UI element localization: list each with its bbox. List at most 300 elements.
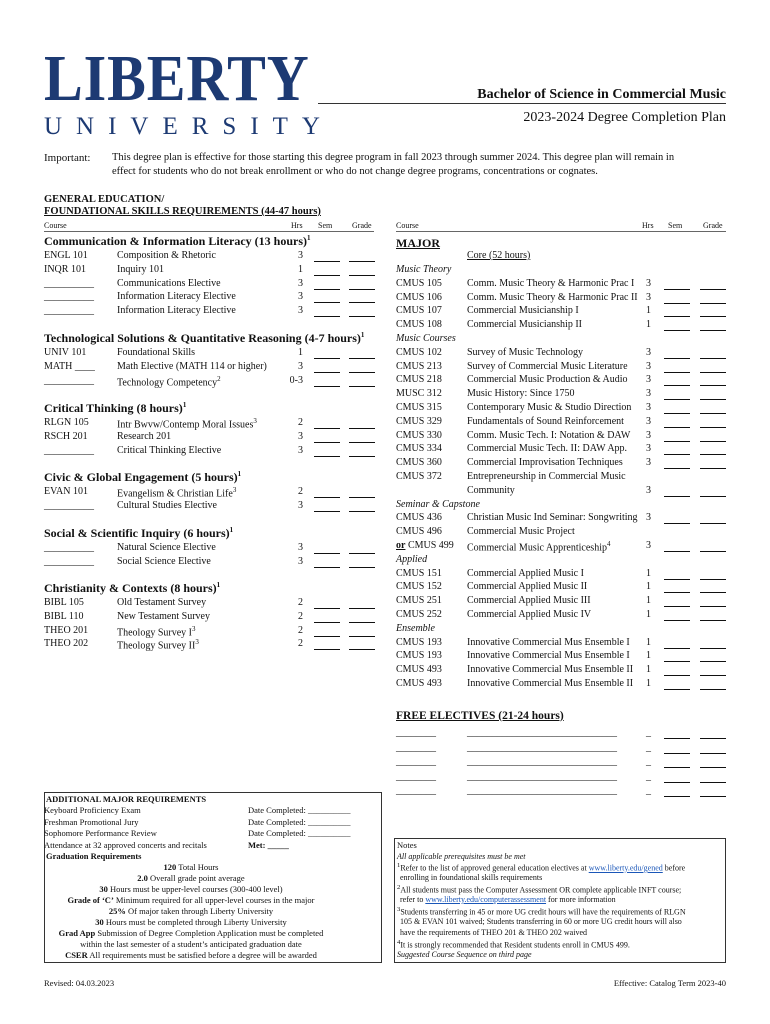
additional-requirement-label: Sophomore Performance Review xyxy=(44,828,157,838)
gen-ed-course-hrs: 3 xyxy=(298,277,303,289)
major-course-name: Contemporary Music & Studio Direction xyxy=(467,402,632,413)
grade-blank[interactable] xyxy=(700,675,726,676)
sem-blank[interactable] xyxy=(314,622,340,623)
gen-ed-course-name: Old Testament Survey xyxy=(117,597,207,608)
major-course-hrs: 1 xyxy=(646,581,651,593)
major-course-hrs: 3 xyxy=(646,360,651,372)
effective-term: Effective: Catalog Term 2023-40 xyxy=(613,978,726,988)
sem-blank[interactable] xyxy=(664,399,690,400)
major-col-course: Course xyxy=(396,221,419,230)
gen-ed-course-hrs: 2 xyxy=(298,624,303,636)
grade-blank[interactable] xyxy=(700,289,726,290)
gen-ed-course-name: Theology Survey $II^3$ xyxy=(117,638,199,652)
note-1-line-1: $^1$Refer to the list of approved general education electives at www.liberty.edu/gened before xyxy=(397,862,686,873)
gen-ed-course-name: Social Science Elective xyxy=(117,555,211,567)
major-course-code: CMUS 252 xyxy=(396,609,442,620)
additional-requirement-label: Freshman Promotional Jury xyxy=(44,816,139,827)
gen-ed-course-code: __________ xyxy=(44,277,94,289)
gen-ed-course-hrs: 2 xyxy=(298,638,303,650)
major-course-hrs: 1 xyxy=(646,678,651,689)
note-1-line-2: enrolling in foundational skills requirements xyxy=(400,873,543,882)
major-course-hrs: 3 xyxy=(646,291,651,303)
gen-ed-course-hrs: 3 xyxy=(298,444,303,456)
note-3-line-2: 105 & EVAN 101 waived; Students transferring in 60 or more UG credit hours will also xyxy=(400,917,682,926)
important-line-2: effect for students who do not break enrollment or who do not change degree programs, concentrations or cognates. xyxy=(112,166,598,177)
grade-blank[interactable] xyxy=(349,302,375,303)
gen-ed-course-code: __________ xyxy=(44,499,94,511)
grade-blank[interactable] xyxy=(700,399,726,400)
sem-blank[interactable] xyxy=(664,620,690,621)
grade-blank[interactable] xyxy=(349,649,375,650)
elective-hrs-blank: _ xyxy=(646,756,651,767)
major-course-name: Commercial Musicianship I xyxy=(467,305,579,317)
major-course-hrs: 1 xyxy=(646,595,651,607)
sem-blank[interactable] xyxy=(664,767,690,768)
major-course-hrs: 3 xyxy=(646,484,651,496)
elective-hrs-blank: _ xyxy=(646,741,651,753)
major-course-name: Entrepreneurship in Commercial Music xyxy=(467,471,626,482)
grade-blank[interactable] xyxy=(700,523,726,524)
sem-blank[interactable] xyxy=(314,553,340,554)
university-logo-wordmark: UNIVERSITY xyxy=(44,113,334,140)
grade-blank[interactable] xyxy=(349,622,375,623)
major-course-code: CMUS 193 xyxy=(396,650,442,662)
sem-blank[interactable] xyxy=(664,648,690,649)
sem-blank[interactable] xyxy=(664,454,690,455)
additional-requirement-label: Attendance at 32 approved concerts and recitals xyxy=(44,839,207,850)
major-group-label: Seminar & Capstone xyxy=(396,498,480,510)
elective-hrs-blank: _ xyxy=(646,727,651,738)
gen-ed-course-hrs: 2 xyxy=(298,597,303,608)
sem-blank[interactable] xyxy=(664,427,690,428)
major-group-label: Music Courses xyxy=(396,333,456,344)
major-group-label: Ensemble xyxy=(396,622,435,634)
sem-blank[interactable] xyxy=(314,289,340,290)
major-course-code: CMUS 152 xyxy=(396,581,442,593)
revised-date: Revised: 04.03.2023 xyxy=(44,978,115,988)
major-course-hrs: 1 xyxy=(646,609,651,620)
major-course-name: Survey of Commercial Music Literature xyxy=(467,360,628,372)
free-electives-title: FREE ELECTIVES (21-24 hours) xyxy=(396,710,564,722)
elective-course-blank: ________ xyxy=(396,727,436,738)
gen-ed-section-title: Social & Scientific Inquiry (6 hours)$^1$ xyxy=(44,526,234,540)
elective-course-blank: ________ xyxy=(396,741,436,753)
graduation-title: Graduation Requirements xyxy=(46,851,142,861)
major-course-hrs: 3 xyxy=(646,429,651,441)
gened-link[interactable]: www.liberty.edu/gened xyxy=(588,863,663,873)
gen-ed-course-code: __________ xyxy=(44,305,94,317)
grade-blank[interactable] xyxy=(700,753,726,754)
gen-ed-course-name: Critical Thinking Elective xyxy=(117,444,222,456)
gen-ed-section-title: Christianity & Contexts (8 hours)$^1$ xyxy=(44,581,221,595)
grade-blank[interactable] xyxy=(700,385,726,386)
gen-ed-section-title: Civic & Global Engagement (5 hours)$^1$ xyxy=(44,470,242,484)
page-subtitle: 2023-2024 Degree Completion Plan xyxy=(523,110,726,125)
major-course-hrs: 3 xyxy=(646,388,651,400)
gen-ed-course-name: Research 201 xyxy=(117,430,172,442)
grade-blank[interactable] xyxy=(700,661,726,662)
gen-ed-course-name: Math Elective (MATH 114 or higher) xyxy=(117,360,267,372)
gen-ed-course-name: New Testament Survey xyxy=(117,610,210,622)
sem-blank[interactable] xyxy=(314,649,340,650)
graduation-requirement: 2.0 Overall grade point average xyxy=(137,873,245,883)
grade-blank[interactable] xyxy=(700,454,726,455)
major-course-name: Innovative Commercial Mus Ensemble I xyxy=(467,636,630,648)
gen-ed-course-hrs: 3 xyxy=(298,250,303,261)
sem-blank[interactable] xyxy=(314,428,340,429)
gen-ed-course-code: ENGL 101 xyxy=(44,250,88,261)
gen-ed-course-hrs: 3 xyxy=(298,305,303,317)
gen-ed-section-title: Communication & Information Literacy (13 hours)$^1$ xyxy=(44,234,311,248)
major-course-code: CMUS 218 xyxy=(396,374,442,386)
major-course-code: CMUS 330 xyxy=(396,429,442,441)
gen-ed-course-name: Composition & Rhetoric xyxy=(117,250,216,261)
major-course-code: CMUS 360 xyxy=(396,457,442,469)
major-course-code: CMUS 151 xyxy=(396,567,442,579)
grade-blank[interactable] xyxy=(700,316,726,317)
grade-blank[interactable] xyxy=(349,261,375,262)
major-course-name: Commercial Applied Music IV xyxy=(467,609,592,620)
sem-blank[interactable] xyxy=(664,441,690,442)
gen-ed-course-code: __________ xyxy=(44,542,94,553)
major-col-grade: Grade xyxy=(703,221,723,230)
major-course-code: MUSC 312 xyxy=(396,388,442,400)
grade-blank[interactable] xyxy=(349,358,375,359)
major-course-code: CMUS 105 xyxy=(396,277,442,289)
gen-ed-course-code: BIBL 110 xyxy=(44,610,84,622)
gen-ed-course-name: Inquiry 101 xyxy=(117,263,164,275)
major-course-code: CMUS 329 xyxy=(396,415,442,427)
additional-requirement-status: Date Completed: __________ xyxy=(248,828,351,838)
major-course-name: Comm. Music Theory & Harmonic Prac I xyxy=(467,277,635,289)
major-course-code: CMUS 493 xyxy=(396,678,442,689)
sem-blank[interactable] xyxy=(664,551,690,552)
major-course-code: CMUS 334 xyxy=(396,443,442,455)
elective-name-blank: ______________________________ xyxy=(467,785,617,796)
major-course-code: CMUS 108 xyxy=(396,319,442,331)
gen-ed-col-sem: Sem xyxy=(318,221,333,230)
major-course-name: Innovative Commercial Mus Ensemble I xyxy=(467,650,630,662)
gen-ed-course-code: __________ xyxy=(44,444,94,456)
page-title: Bachelor of Science in Commercial Music xyxy=(477,87,726,102)
gen-ed-course-code: RLGN 105 xyxy=(44,417,89,428)
major-core-label: Core (52 hours) xyxy=(467,250,531,261)
major-course-code: CMUS 193 xyxy=(396,636,442,648)
grade-blank[interactable] xyxy=(700,303,726,304)
header-rule xyxy=(318,103,726,104)
grade-blank[interactable] xyxy=(700,551,726,552)
grade-blank[interactable] xyxy=(700,689,726,690)
gen-ed-course-hrs: 3 xyxy=(298,542,303,553)
major-course-name: Fundamentals of Sound Reinforcement xyxy=(467,415,624,427)
graduation-requirement: within the last semester of a student’s anticipated graduation date xyxy=(80,939,302,949)
major-course-hrs: 3 xyxy=(646,540,651,551)
gen-ed-course-name: Intr Bwvw/Contemp Moral Issues$^3$ xyxy=(117,417,257,431)
gen-ed-course-code: THEO 201 xyxy=(44,624,89,636)
major-course-name: Commercial Applied Music II xyxy=(467,581,588,593)
gen-ed-course-hrs: 3 xyxy=(298,360,303,372)
major-course-code: CMUS 107 xyxy=(396,305,442,317)
major-course-hrs: 3 xyxy=(646,346,651,358)
liberty-logo-wordmark: LIBERTY xyxy=(44,42,310,115)
grade-blank[interactable] xyxy=(700,496,726,497)
gen-ed-course-name: Foundational Skills xyxy=(117,347,196,358)
major-course-name: Christian Music Ind Seminar: Songwriting xyxy=(467,512,638,524)
elective-course-blank: ________ xyxy=(396,785,436,796)
major-course-name: Commercial Music Apprenticeship$^4$ xyxy=(467,540,611,554)
major-course-hrs: 1 xyxy=(646,650,651,662)
major-course-code: or CMUS 499 xyxy=(396,540,454,551)
grade-blank[interactable] xyxy=(700,413,726,414)
elective-name-blank: ______________________________ xyxy=(467,770,617,782)
sem-blank[interactable] xyxy=(314,358,340,359)
gen-ed-course-code: MATH ____ xyxy=(44,360,95,372)
graduation-requirement: Grade of ‘C’ Minimum required for all upper-level courses in the major xyxy=(67,895,315,905)
gen-ed-col-rule xyxy=(44,231,374,232)
gen-ed-course-hrs: 3 xyxy=(298,430,303,442)
major-col-hrs: Hrs xyxy=(642,221,654,230)
grade-blank[interactable] xyxy=(700,796,726,797)
major-course-name: Commercial Applied Music III xyxy=(467,595,591,607)
gen-ed-course-code: THEO 202 xyxy=(44,638,89,650)
sem-blank[interactable] xyxy=(664,753,690,754)
grade-blank[interactable] xyxy=(349,456,375,457)
grade-blank[interactable] xyxy=(700,606,726,607)
gen-ed-col-hrs: Hrs xyxy=(291,221,303,230)
gen-ed-course-code: RSCH 201 xyxy=(44,430,88,442)
gen-ed-col-course: Course xyxy=(44,221,67,230)
grade-blank[interactable] xyxy=(349,275,375,276)
grade-blank[interactable] xyxy=(349,442,375,443)
sem-blank[interactable] xyxy=(314,316,340,317)
grade-blank[interactable] xyxy=(349,316,375,317)
major-course-code: CMUS 496 xyxy=(396,526,442,538)
gen-ed-course-code: __________ xyxy=(44,291,94,303)
note-4: $^4$It is strongly recommended that Resident students enroll in CMUS 499. xyxy=(397,939,630,950)
gen-ed-title-1: GENERAL EDUCATION/ xyxy=(44,194,165,205)
additional-requirement-status: Date Completed: __________ xyxy=(248,805,351,815)
grade-blank[interactable] xyxy=(700,579,726,580)
elective-name-blank: ______________________________ xyxy=(467,727,617,738)
elective-hrs-blank: _ xyxy=(646,770,651,782)
sem-blank[interactable] xyxy=(664,782,690,783)
additional-requirement-status: Date Completed: __________ xyxy=(248,816,351,827)
notes-course-sequence: Suggested Course Sequence on third page xyxy=(397,950,532,959)
sem-blank[interactable] xyxy=(314,275,340,276)
gen-ed-course-code: EVAN 101 xyxy=(44,486,88,497)
grade-blank[interactable] xyxy=(349,428,375,429)
sem-blank[interactable] xyxy=(664,330,690,331)
sem-blank[interactable] xyxy=(314,442,340,443)
sem-blank[interactable] xyxy=(314,386,340,387)
grade-blank[interactable] xyxy=(700,767,726,768)
major-course-hrs: 1 xyxy=(646,664,651,676)
important-line-1: This degree plan is effective for those starting this degree program in fall 2023 through summer 2024. This degree plan will remain in xyxy=(112,152,675,163)
gen-ed-course-code: __________ xyxy=(44,555,94,567)
major-course-hrs: 3 xyxy=(646,512,651,524)
gen-ed-course-hrs: 3 xyxy=(298,499,303,511)
sem-blank[interactable] xyxy=(664,689,690,690)
additional-requirement-status: Met: _____ xyxy=(248,839,289,850)
sem-blank[interactable] xyxy=(664,606,690,607)
sem-blank[interactable] xyxy=(314,456,340,457)
grade-blank[interactable] xyxy=(700,468,726,469)
sem-blank[interactable] xyxy=(664,675,690,676)
grade-blank[interactable] xyxy=(700,620,726,621)
grade-blank[interactable] xyxy=(700,358,726,359)
sem-blank[interactable] xyxy=(664,289,690,290)
note-3-line-1: $^3$Students transferring in 45 or more UG credit hours will have the requirements of RLGN xyxy=(397,906,686,917)
major-course-hrs: 3 xyxy=(646,277,651,289)
major-group-label: Applied xyxy=(396,553,428,565)
grade-blank[interactable] xyxy=(700,330,726,331)
gen-ed-course-name: Technology Competency$^2$ xyxy=(117,374,221,388)
major-course-hrs: 1 xyxy=(646,305,651,317)
grade-blank[interactable] xyxy=(700,372,726,373)
major-course-name: Comm. Music Theory & Harmonic Prac II xyxy=(467,291,638,303)
additional-title: ADDITIONAL MAJOR REQUIREMENTS xyxy=(46,794,207,804)
grade-blank[interactable] xyxy=(700,592,726,593)
major-course-hrs: 3 xyxy=(646,443,651,455)
graduation-requirement: Grad App Submission of Degree Completion Application must be completed xyxy=(58,928,324,938)
grade-blank[interactable] xyxy=(700,738,726,739)
major-course-code: CMUS 315 xyxy=(396,402,442,413)
sem-blank[interactable] xyxy=(664,316,690,317)
gen-ed-col-grade: Grade xyxy=(352,221,372,230)
gen-ed-course-name: Information Literacy Elective xyxy=(117,291,236,303)
gen-ed-course-hrs: 2 xyxy=(298,610,303,622)
sem-blank[interactable] xyxy=(314,608,340,609)
grade-blank[interactable] xyxy=(349,636,375,637)
major-course-name: Commercial Improvisation Techniques xyxy=(467,457,623,469)
sem-blank[interactable] xyxy=(664,579,690,580)
major-course-code: CMUS 493 xyxy=(396,664,442,676)
grade-blank[interactable] xyxy=(349,511,375,512)
major-col-rule xyxy=(396,231,726,232)
major-course-name: Commercial Applied Music I xyxy=(467,567,584,579)
major-course-name: Commercial Musicianship II xyxy=(467,319,582,331)
sem-blank[interactable] xyxy=(314,372,340,373)
note-2-line-2: refer to www.liberty.edu/computerassessment for more information xyxy=(400,895,616,904)
sem-blank[interactable] xyxy=(314,261,340,262)
major-course-code: CMUS 436 xyxy=(396,512,442,524)
important-label: Important: xyxy=(44,152,91,164)
sem-blank[interactable] xyxy=(314,567,340,568)
major-course-hrs: 1 xyxy=(646,567,651,579)
gen-ed-course-name: Cultural Studies Elective xyxy=(117,499,217,511)
grade-blank[interactable] xyxy=(700,427,726,428)
gen-ed-course-hrs: 2 xyxy=(298,417,303,428)
notes-prereq: All applicable prerequisites must be met xyxy=(397,852,526,861)
sem-blank[interactable] xyxy=(664,468,690,469)
grade-blank[interactable] xyxy=(700,648,726,649)
major-course-name: Comm. Music Tech. I: Notation & DAW xyxy=(467,429,631,441)
grade-blank[interactable] xyxy=(700,441,726,442)
gen-ed-title-2: FOUNDATIONAL SKILLS REQUIREMENTS (44-47 hours) xyxy=(44,206,321,217)
sem-blank[interactable] xyxy=(314,497,340,498)
grade-blank[interactable] xyxy=(349,289,375,290)
grade-blank[interactable] xyxy=(349,608,375,609)
graduation-requirement: CSER All requirements must be satisfied before a degree will be awarded xyxy=(65,950,317,960)
major-course-name: Innovative Commercial Mus Ensemble II xyxy=(467,678,634,689)
gen-ed-section-title: Technological Solutions & Quantitative Reasoning (4-7 hours)$^1$ xyxy=(44,331,365,345)
graduation-requirement: 25% Of major taken through Liberty University xyxy=(108,906,274,916)
graduation-requirement: 30 Hours must be completed through Liberty University xyxy=(95,917,287,927)
gen-ed-course-code: BIBL 105 xyxy=(44,597,84,608)
gen-ed-course-code: UNIV 101 xyxy=(44,347,87,358)
note-3-line-3: have the requirements of THEO 201 & THEO 202 waived xyxy=(400,928,587,937)
sem-blank[interactable] xyxy=(664,413,690,414)
gen-ed-course-name: Evangelism & Christian Life$^3$ xyxy=(117,486,237,500)
gen-ed-course-name: Theology Survey $I^3$ xyxy=(117,624,196,638)
sem-blank[interactable] xyxy=(664,303,690,304)
gen-ed-course-code: INQR 101 xyxy=(44,263,86,275)
gen-ed-course-code: __________ xyxy=(44,374,94,386)
major-course-code: CMUS 213 xyxy=(396,360,442,372)
notes-title: Notes xyxy=(397,840,417,850)
sem-blank[interactable] xyxy=(664,738,690,739)
sem-blank[interactable] xyxy=(664,372,690,373)
grade-blank[interactable] xyxy=(349,386,375,387)
gen-ed-course-hrs: 3 xyxy=(298,555,303,567)
grade-blank[interactable] xyxy=(349,553,375,554)
major-course-code: CMUS 106 xyxy=(396,291,442,303)
gen-ed-course-hrs: 0-3 xyxy=(289,374,303,386)
grade-blank[interactable] xyxy=(349,372,375,373)
elective-course-blank: ________ xyxy=(396,756,436,767)
sem-blank[interactable] xyxy=(664,496,690,497)
gen-ed-course-name: Communications Elective xyxy=(117,277,221,289)
sem-blank[interactable] xyxy=(314,511,340,512)
sem-blank[interactable] xyxy=(664,358,690,359)
sem-blank[interactable] xyxy=(664,592,690,593)
major-course-hrs: 3 xyxy=(646,415,651,427)
major-group-label: Music Theory xyxy=(396,264,452,275)
major-course-name: Music History: Since 1750 xyxy=(467,388,575,400)
sem-blank[interactable] xyxy=(664,796,690,797)
elective-course-blank: ________ xyxy=(396,770,436,782)
major-col-sem: Sem xyxy=(668,221,683,230)
elective-name-blank: ______________________________ xyxy=(467,756,617,767)
sem-blank[interactable] xyxy=(314,636,340,637)
sem-blank[interactable] xyxy=(664,523,690,524)
grade-blank[interactable] xyxy=(349,567,375,568)
gen-ed-course-hrs: 1 xyxy=(298,347,303,358)
major-course-code: CMUS 251 xyxy=(396,595,442,607)
sem-blank[interactable] xyxy=(664,661,690,662)
gen-ed-course-name: Natural Science Elective xyxy=(117,542,216,553)
major-course-hrs: 1 xyxy=(646,319,651,331)
major-course-code: CMUS 372 xyxy=(396,471,442,482)
gen-ed-course-hrs: 1 xyxy=(298,263,303,275)
major-course-name: Community xyxy=(467,484,515,496)
major-course-name: Commercial Music Tech. II: DAW App. xyxy=(467,443,628,455)
major-course-code: CMUS 102 xyxy=(396,346,442,358)
grade-blank[interactable] xyxy=(700,782,726,783)
note-2-line-1: $^2$All students must pass the Computer Assessment OR complete applicable INFT course; xyxy=(397,884,682,895)
major-course-name: Commercial Music Production & Audio xyxy=(467,374,628,386)
major-course-name: Innovative Commercial Mus Ensemble II xyxy=(467,664,634,676)
gen-ed-course-name: Information Literacy Elective xyxy=(117,305,236,317)
major-course-name: Survey of Music Technology xyxy=(467,346,584,358)
elective-hrs-blank: _ xyxy=(646,785,651,796)
sem-blank[interactable] xyxy=(664,385,690,386)
major-course-hrs: 1 xyxy=(646,636,651,648)
grade-blank[interactable] xyxy=(349,497,375,498)
computer-assessment-link[interactable]: www.liberty.edu/computerassessment xyxy=(425,895,547,904)
sem-blank[interactable] xyxy=(314,302,340,303)
gen-ed-course-hrs: 2 xyxy=(298,486,303,497)
